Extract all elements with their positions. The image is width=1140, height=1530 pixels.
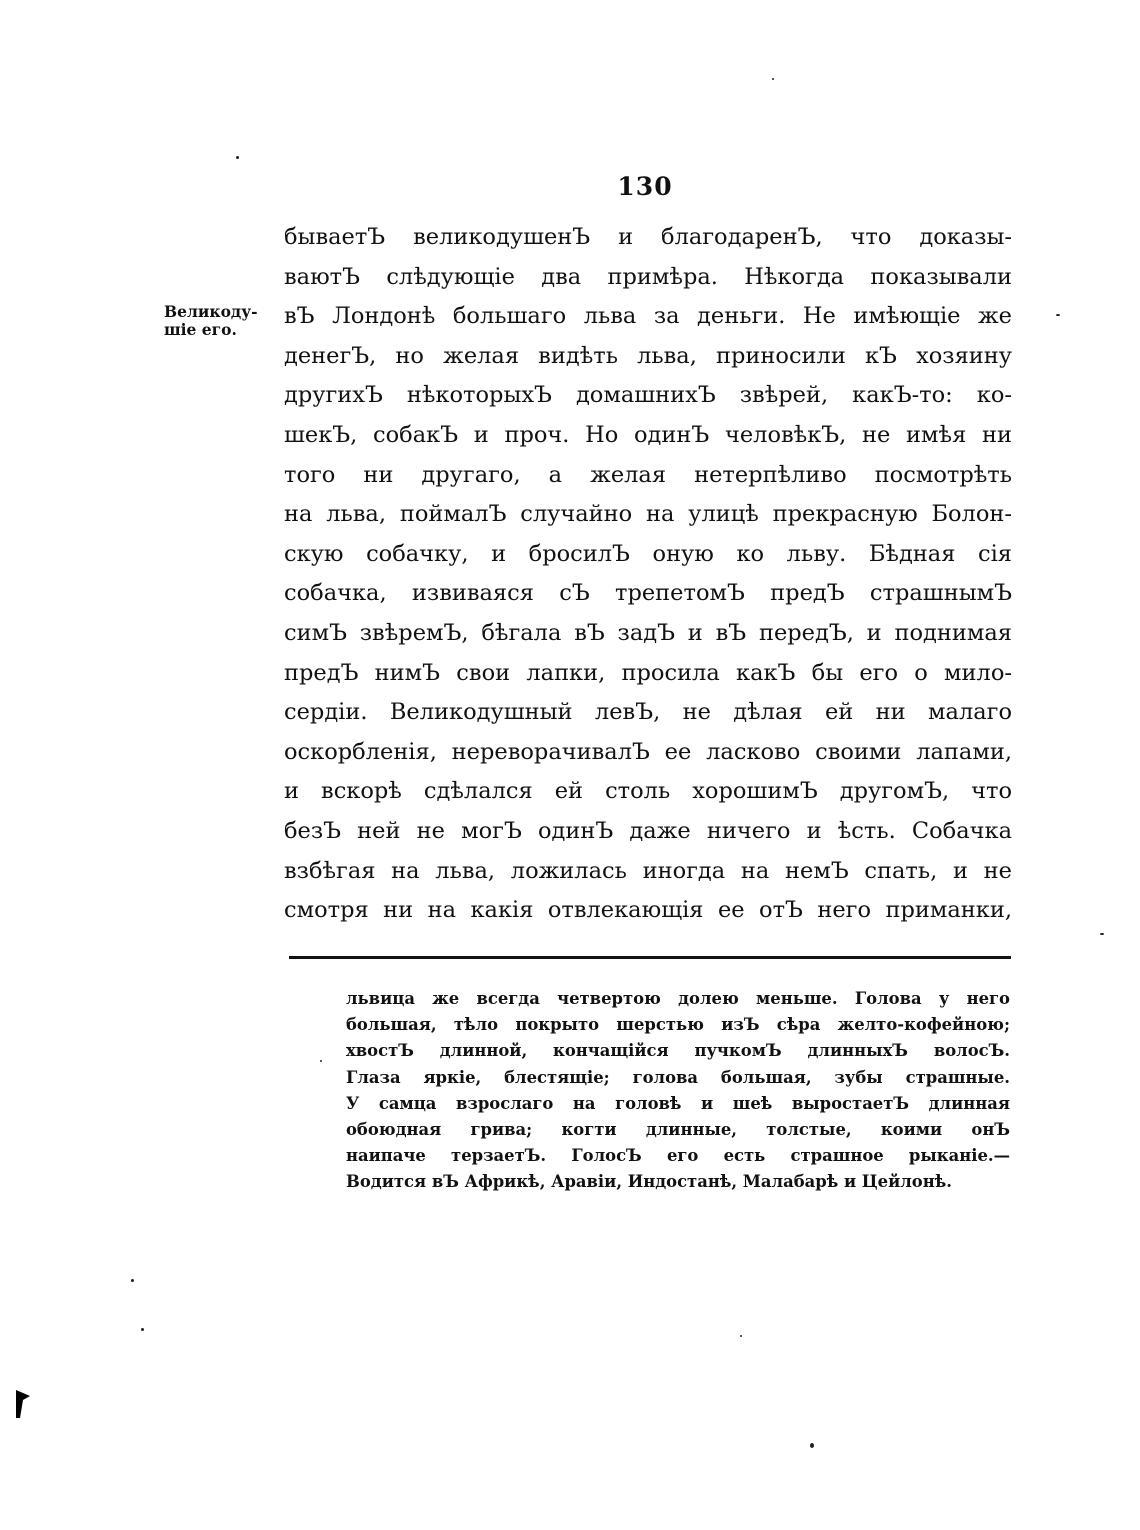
margin-note-line: Великоду- [164, 302, 258, 321]
text-line: предЪ нимЪ свои лапки, просила какЪ бы его о мило- [284, 659, 1012, 686]
footnote-line: львица же всегда четвертою долею меньше. Голова у него [346, 989, 1010, 1008]
scan-speck [320, 1060, 322, 1062]
scan-speck [772, 78, 774, 80]
scan-speck [810, 1443, 814, 1448]
text-line: бываетЪ великодушенЪ и благодаренЪ, что доказы- [284, 224, 1012, 250]
page-number: 130 [617, 172, 673, 201]
text-line: симЪ звѣремЪ, бѣгала вЪ задЪ и вЪ передЪ, и поднимая [284, 619, 1012, 646]
scan-speck [1100, 933, 1104, 935]
scan-speck [1056, 314, 1060, 316]
footnote-line: наипаче терзаетЪ. ГолосЪ его есть страшное рыканіе.— [346, 1146, 1010, 1166]
text-line: безЪ ней не могЪ одинЪ даже ничего и ѣсть. Собачка [284, 817, 1012, 844]
text-line: того ни другаго, а желая нетерпѣливо посмотрѣть [284, 461, 1012, 488]
text-line: вЪ Лондонѣ большаго льва за деньги. Не имѣющіе же [284, 303, 1012, 330]
scan-speck [131, 1279, 134, 1282]
text-line: шекЪ, собакЪ и проч. Но одинЪ человѣкЪ, не имѣя ни [284, 421, 1012, 448]
text-line: взбѣгая на льва, ложилась иногда на немЪ спать, и не [284, 857, 1012, 884]
text-line: смотря ни на какія отвлекающія ее отЪ него приманки, [284, 897, 1012, 924]
text-line: другихЪ нѣкоторыхЪ домашнихЪ звѣрей, какЪ-то: ко- [284, 382, 1012, 409]
footnote-line: Водится вЪ Африкѣ, Аравіи, Индостанѣ, Малабарѣ и Цейлонѣ. [346, 1172, 952, 1192]
text-line: ваютЪ слѣдующіе два примѣра. Нѣкогда показывали [284, 263, 1012, 290]
text-line: скую собачку, и бросилЪ оную ко льву. Бѣдная сія [284, 540, 1012, 567]
footnote-line: Глаза яркіе, блестящіе; голова большая, зубы страшные. [346, 1067, 1010, 1087]
footnote-line: обоюдная грива; когти длинные, толстые, коими онЪ [346, 1119, 1010, 1139]
main-text [284, 218, 1012, 931]
text-line: на льва, поймалЪ случайно на улицѣ прекрасную Болон- [284, 501, 1012, 528]
scan-speck [141, 1328, 144, 1331]
text-line: оскорбленія, неревoрачивалЪ ее ласково своими лапами, [284, 738, 1012, 765]
footnote [346, 986, 1010, 1196]
scan-mark-icon [14, 1388, 32, 1420]
text-line: собачка, извиваяся сЪ трепетомЪ предЪ страшнымЪ [284, 580, 1012, 607]
margin-note [164, 303, 274, 339]
footnote-line: У самца взрослаго на головѣ и шеѣ выростаетЪ длинная [346, 1093, 1010, 1113]
scan-speck [740, 1335, 742, 1337]
footnote-line: большая, тѣло покрыто шерстью изЪ сѣра желто-кофейною; [346, 1015, 1010, 1035]
footnote-line: хвостЪ длинной, кончащійся пучкомЪ длинныхЪ волосЪ. [346, 1041, 1010, 1061]
text-line: денегЪ, но желая видѣть льва, приносили кЪ хозяину [284, 342, 1012, 369]
text-line: и вскорѣ сдѣлался ей столь хорошимЪ другомЪ, что [284, 778, 1012, 805]
scan-speck [236, 156, 239, 159]
text-line: сердіи. Великодушный левЪ, не дѣлая ей ни малаго [284, 699, 1012, 726]
margin-note-line: шіе его. [164, 320, 237, 339]
footnote-divider [289, 956, 1011, 959]
